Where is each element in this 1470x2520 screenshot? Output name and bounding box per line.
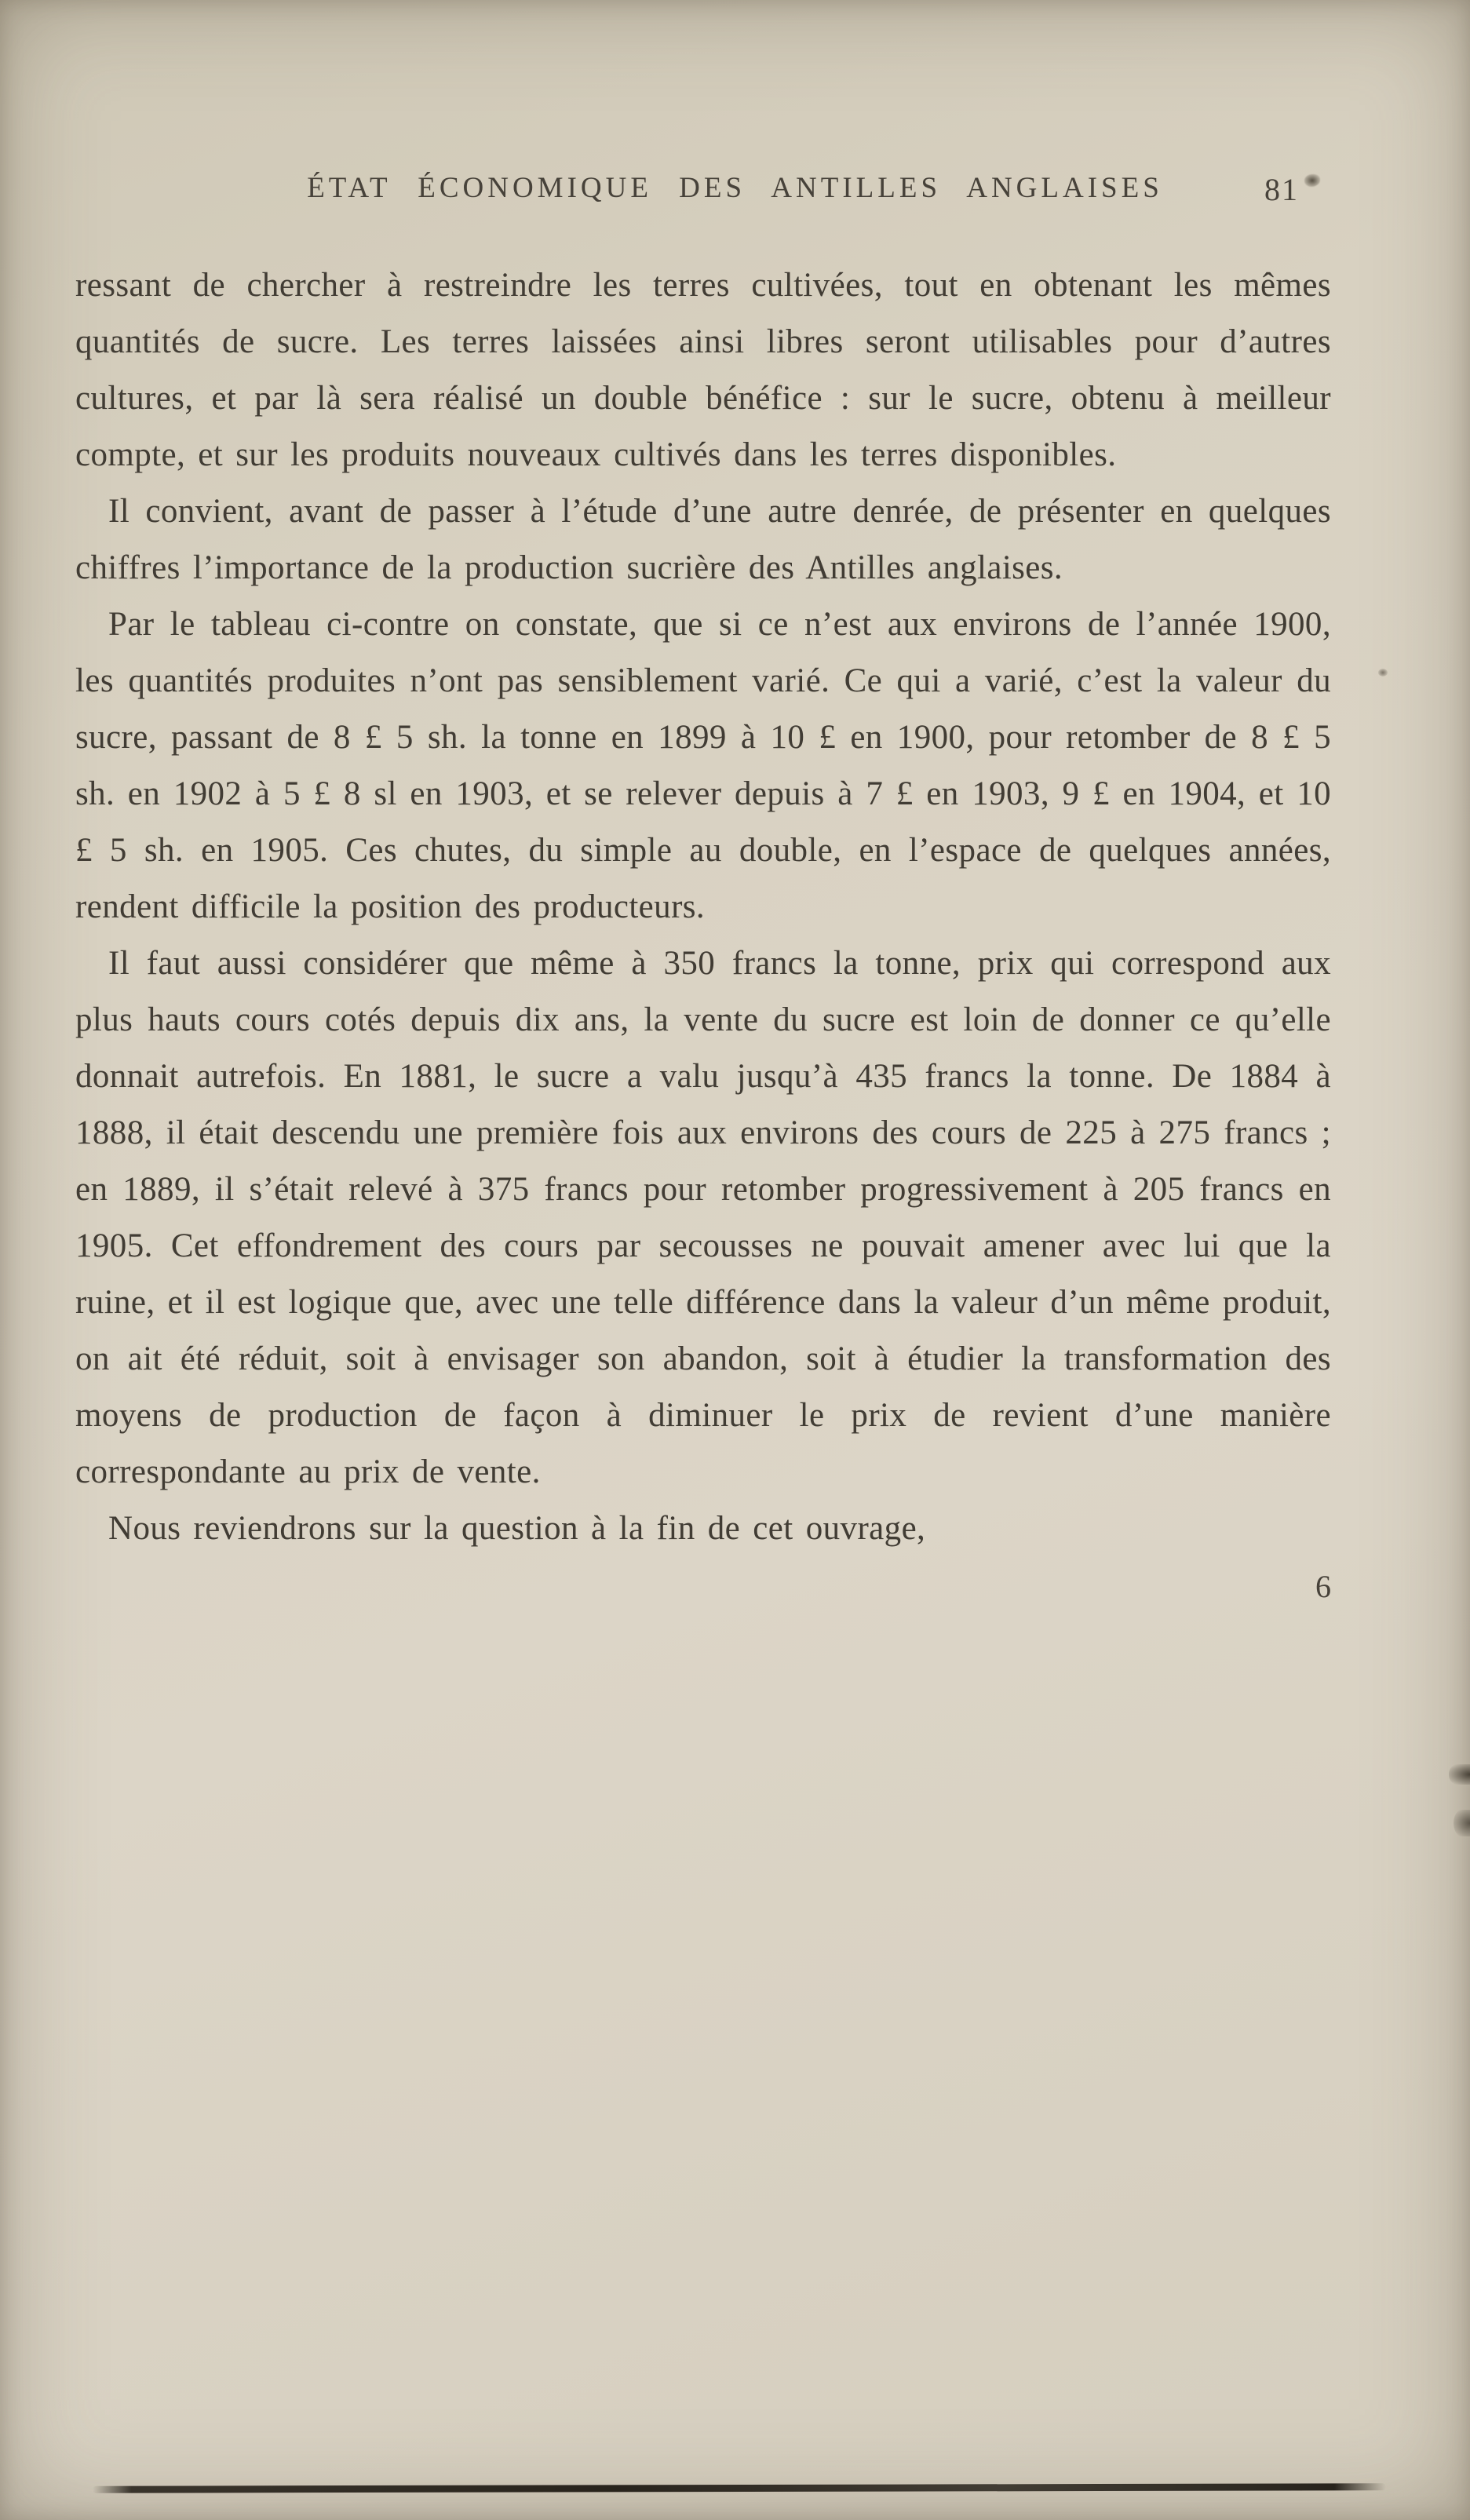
page-number: 81 <box>1264 172 1299 207</box>
paragraph: Il convient, avant de passer à l’étude d’une autre denrée, de présenter en quelques chiffres l’importance de la production sucrière des Antilles anglaises. <box>75 493 1331 586</box>
edge-smudge-artifact <box>1454 1810 1470 1836</box>
edge-smudge-artifact <box>1449 1764 1470 1785</box>
signature-number: 6 <box>1315 1569 1331 1604</box>
running-head <box>118 171 1352 217</box>
text-block <box>75 257 1331 1557</box>
paragraph-continuation: ressant de chercher à restreindre les terres cultivées, tout en obtenant les mêmes quantités de sucre. Les terres laissées ainsi libres seront utilisables pour d’autres cultures, et par là sera réalisé un double bénéfice : sur le sucre, obtenu à meilleur compte, et sur les produits nouveaux cultivés dans les terres disponibles. <box>75 267 1331 473</box>
paragraph: Il faut aussi considérer que même à 350 francs la tonne, prix qui correspond aux plus hauts cours cotés depuis dix ans, la vente du sucre est loin de donner ce qu’elle donnait autrefois. En 1881, le sucre a valu jusqu’à 435 francs la tonne. De 1884 à 1888, il était descendu une première fois aux environs des cours de 225 à 275 francs ; en 1889, il s’était relevé à 375 francs pour retomber progressivement à 205 francs en 1905. Cet effondrement des cours par secousses ne pouvait amener avec lui que la ruine, et il est logique que, avec une telle différence dans la valeur d’un même produit, on ait été réduit, soit à envisager son abandon, soit à étudier la transformation des moyens de production de façon à diminuer le prix de revient d’une manière correspondante au prix de vente. <box>75 945 1331 1490</box>
ink-spot-artifact <box>1378 669 1388 676</box>
paragraph: Nous reviendrons sur la question à la fin de cet ouvrage, <box>108 1510 926 1547</box>
scan-edge-line-artifact <box>93 2483 1386 2493</box>
running-head-title: ÉTAT ÉCONOMIQUE DES ANTILLES ANGLAISES <box>307 172 1163 204</box>
paragraph: Par le tableau ci-contre on constate, que si ce n’est aux environs de l’année 1900, les quantités produites n’ont pas sensiblement varié. Ce qui a varié, c’est la valeur du sucre, passant de 8 £ 5 sh. la tonne en 1899 à 10 £ en 1900, pour retomber de 8 £ 5 sh. en 1902 à 5 £ 8 sl en 1903, et se relever depuis à 7 £ en 1903, 9 £ en 1904, et 10 £ 5 sh. en 1905. Ces chutes, du simple au double, en l’espace de quelques années, rendent difficile la position des producteurs. <box>75 606 1331 925</box>
